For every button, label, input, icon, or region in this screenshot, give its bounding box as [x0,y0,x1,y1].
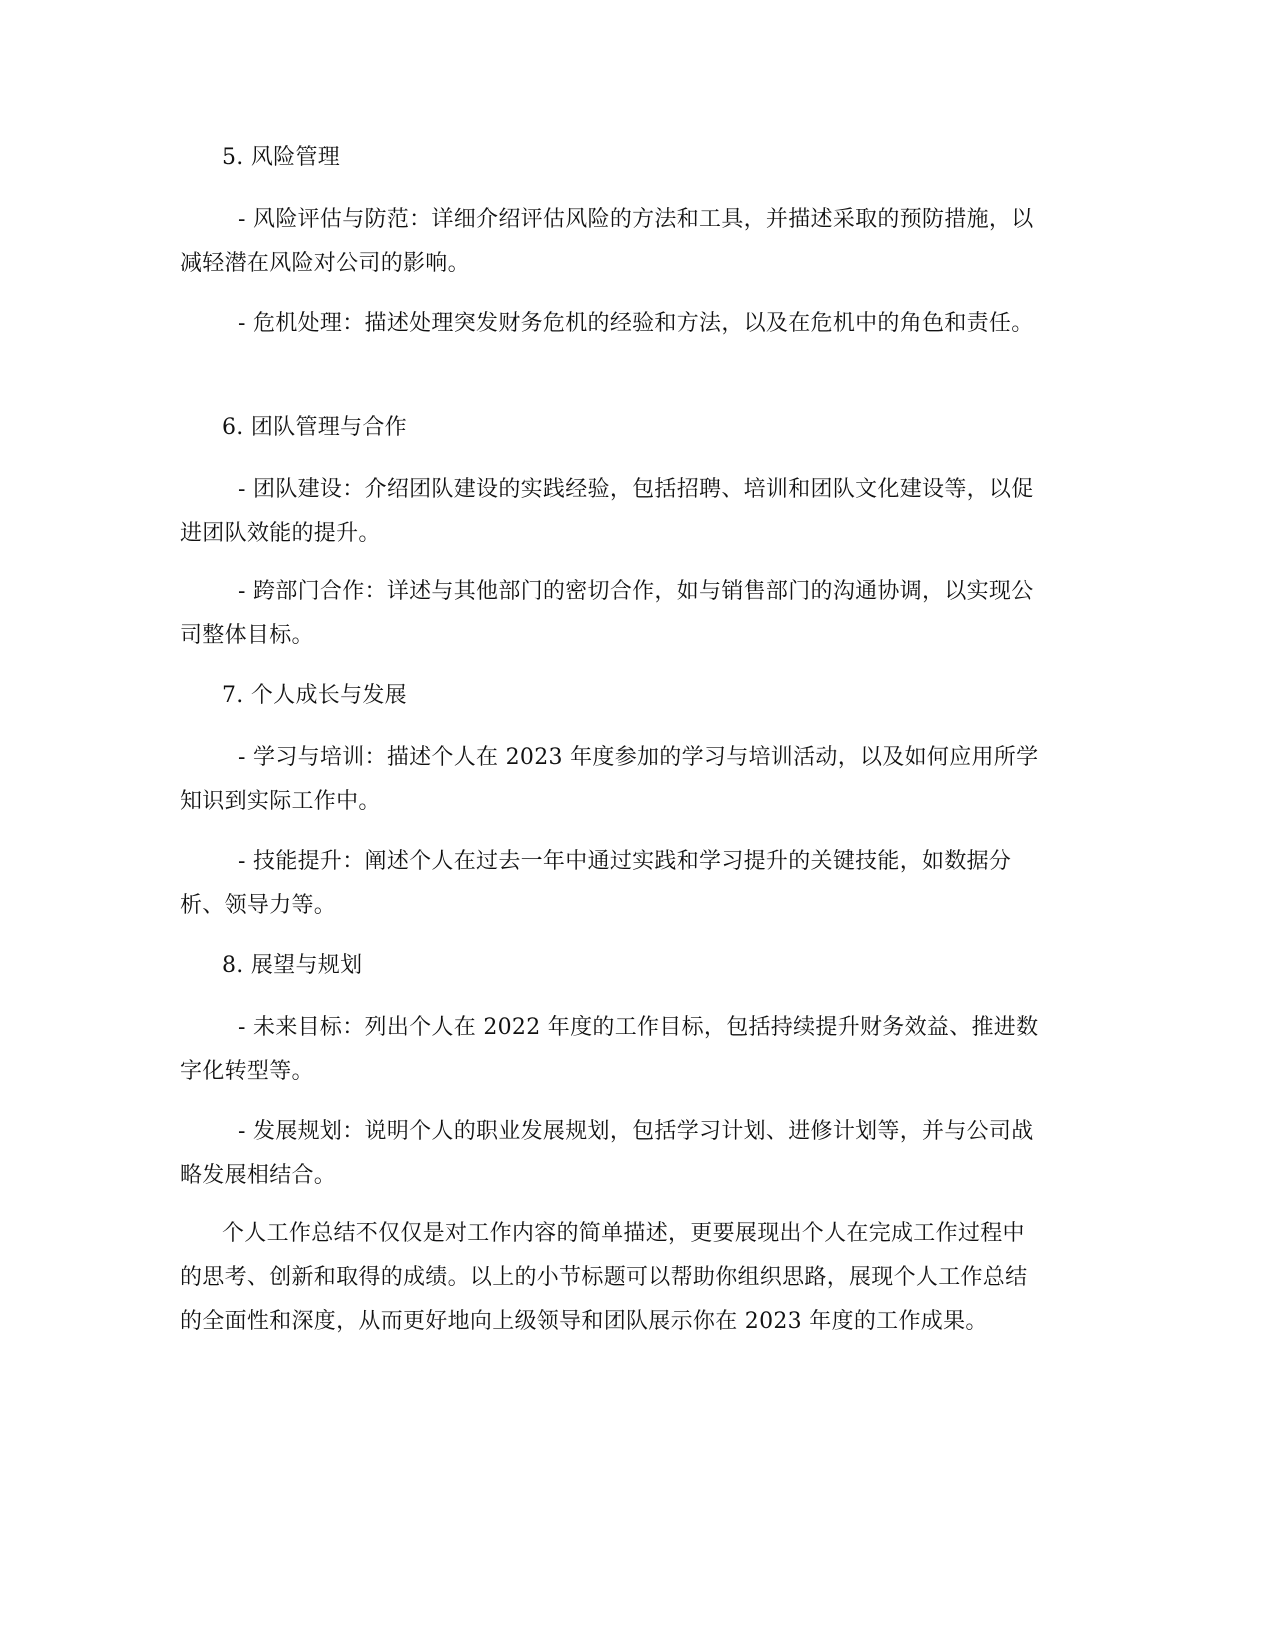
section-heading: 7. 个人成长与发展 [222,683,407,708]
list-item: - 发展规划：说明个人的职业发展规划，包括学习计划、进修计划等，并与公司战略发展相结合。 [180,1119,1034,1188]
section-heading: 8. 展望与规划 [222,953,363,978]
list-item: - 团队建设：介绍团队建设的实践经验，包括招聘、培训和团队文化建设等，以促进团队效能的提升。 [180,477,1034,546]
list-item: - 未来目标：列出个人在 2022 年度的工作目标，包括持续提升财务效益、推进数字化转型等。 [180,1015,1039,1084]
list-item: - 危机处理：描述处理突发财务危机的经验和方法，以及在危机中的角色和责任。 [238,311,1034,336]
list-item: - 风险评估与防范：详细介绍评估风险的方法和工具，并描述采取的预防措施，以减轻潜在风险对公司的影响。 [180,207,1034,276]
conclusion-paragraph: 个人工作总结不仅仅是对工作内容的简单描述，更要展现出个人在完成工作过程中的思考、创新和取得的成绩。以上的小节标题可以帮助你组织思路，展现个人工作总结的全面性和深度，从而更好地向上级领导和团队展示你在 2023 年度的工作成果。 [180,1221,1028,1334]
list-item: - 技能提升：阐述个人在过去一年中通过实践和学习提升的关键技能，如数据分析、领导力等。 [180,849,1012,918]
section-heading: 6. 团队管理与合作 [222,415,407,440]
list-item: - 学习与培训：描述个人在 2023 年度参加的学习与培训活动，以及如何应用所学知识到实际工作中。 [180,745,1039,814]
section-heading: 5. 风险管理 [222,145,341,170]
list-item: - 跨部门合作：详述与其他部门的密切合作，如与销售部门的沟通协调，以实现公司整体目标。 [180,579,1034,648]
